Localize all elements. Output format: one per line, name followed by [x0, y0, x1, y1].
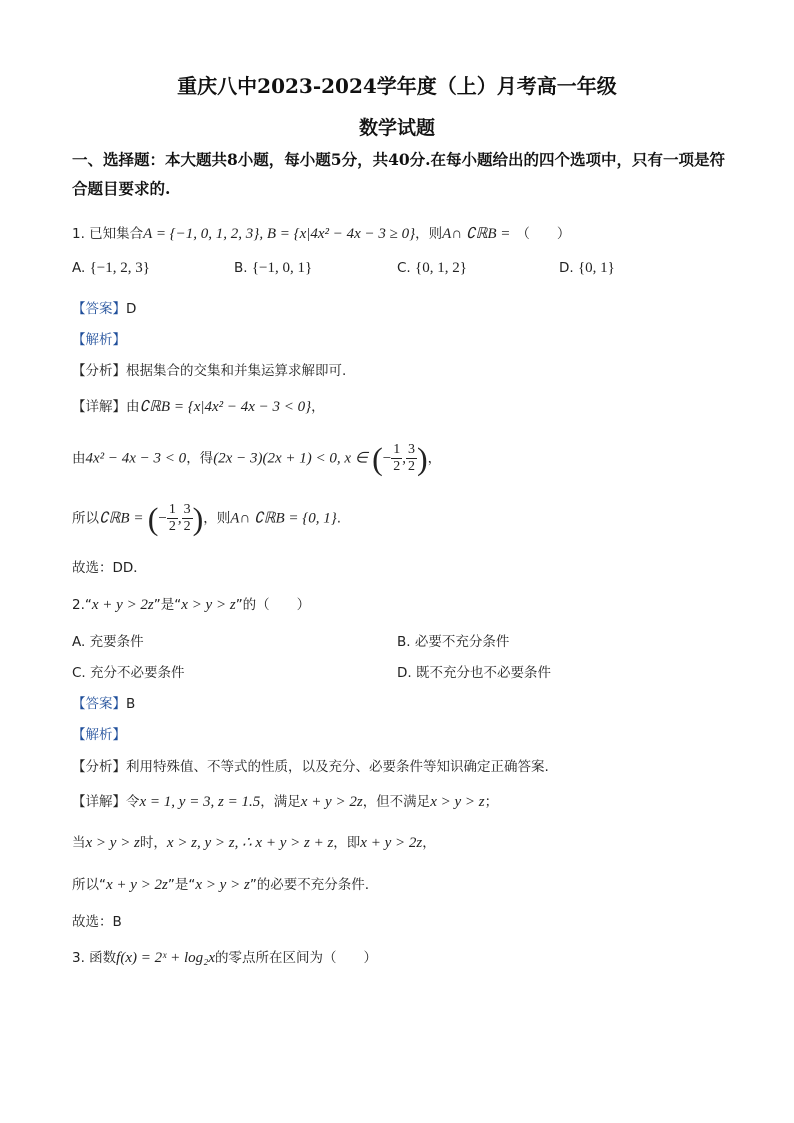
choice-line: 故选：B — [72, 914, 122, 930]
answer-line: 【答案】B — [72, 696, 136, 712]
option-d: D. {0, 1} — [559, 260, 615, 276]
question-3-stem: 3. 函数f(x) = 2ˣ + log₂x的零点所在区间为（ ） — [72, 950, 378, 966]
option-a: A. 充要条件 — [72, 634, 144, 650]
option-c: C. {0, 1, 2} — [397, 260, 467, 276]
set-a: A = {−1, 0, 1, 2, 3} — [143, 226, 260, 242]
fenxi-line: 【分析】利用特殊值、不等式的性质，以及充分、必要条件等知识确定正确答案. — [72, 759, 549, 775]
answer-line: 【答案】D — [72, 301, 137, 317]
option-b: B. 必要不充分条件 — [397, 634, 510, 650]
detail-line-1: 【详解】令x = 1, y = 3, z = 1.5，满足x + y > 2z，但不满足x > y > z； — [72, 794, 499, 810]
option-d: D. 既不充分也不必要条件 — [397, 665, 551, 681]
option-a: A. {−1, 2, 3} — [72, 260, 150, 276]
question-expr: A∩ ∁ℝB = — [442, 226, 511, 242]
section-heading: 一、选择题：本大题共8小题，每小题5分，共40分.在每小题给出的四个选项中，只有一项是符合题目要求的. — [72, 150, 726, 198]
page-subtitle: 数学试题 — [358, 117, 435, 139]
option-b: B. {−1, 0, 1} — [234, 260, 313, 276]
page-title: 重庆八中2023-2024学年度（上）月考高一年级 — [177, 74, 617, 98]
detail-line-1: 【详解】由∁ℝB = {x|4x² − 4x − 3 < 0}， — [72, 399, 325, 415]
analysis-label: 【解析】 — [72, 332, 126, 348]
set-b: , B = {x|4x² − 4x − 3 ≥ 0} — [259, 226, 416, 242]
question-1-stem: 1. 已知集合A = {−1, 0, 1, 2, 3}, B = {x|4x² − 4x − 3 ≥ 0}，则A∩ ∁ℝB = （ ） — [72, 226, 571, 242]
detail-line-2: 由4x² − 4x − 3 < 0，得(2x − 3)(2x + 1) < 0, x ∈ (− $\frac{1}{2}$ , $\frac{3}{2}$ )， — [72, 440, 442, 477]
option-c: C. 充分不必要条件 — [72, 665, 185, 681]
detail-line-3: 所以“x + y > 2z”是“x > y > z”的必要不充分条件. — [72, 877, 370, 893]
detail-line-2: 当x > y > z时，x > z, y > z, ∴ x + y > z + z，即x + y > 2z， — [72, 835, 436, 851]
detail-line-3: 所以∁ℝB = (− $\frac{1}{2}$ , $\frac{3}{2}$ )，则A∩ ∁ℝB = {0, 1}. — [72, 500, 342, 537]
fenxi-line: 【分析】根据集合的交集和并集运算求解即可. — [72, 363, 347, 379]
question-2-stem: 2.“x + y > 2z”是“x > y > z”的（ ） — [72, 597, 311, 613]
analysis-label: 【解析】 — [72, 727, 126, 743]
choice-line: 故选：DD． — [72, 560, 147, 576]
